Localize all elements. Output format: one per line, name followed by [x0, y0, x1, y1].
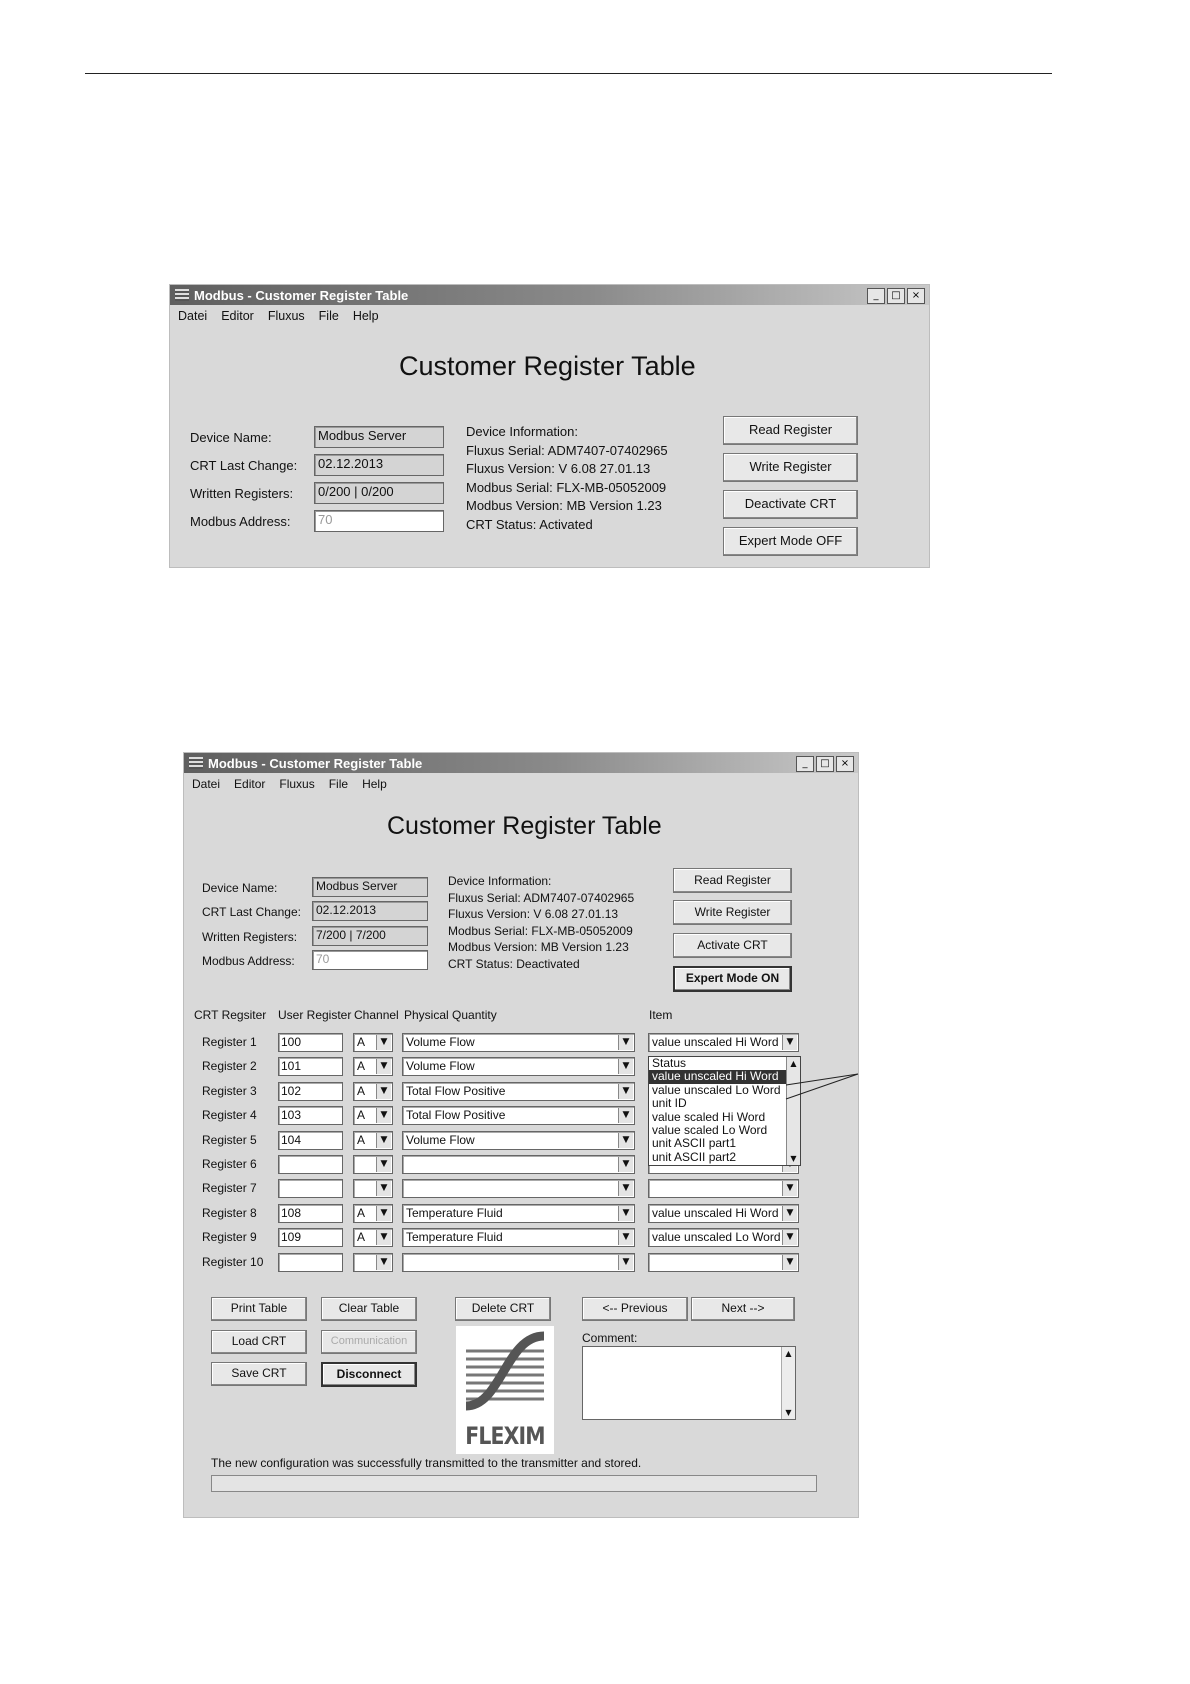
- communication-button[interactable]: Communication: [321, 1330, 417, 1354]
- register-label: Register 1: [202, 1035, 257, 1049]
- modbus-address-label: Modbus Address:: [202, 954, 295, 968]
- menu-fluxus[interactable]: Fluxus: [267, 309, 305, 323]
- write-register-button[interactable]: Write Register: [723, 453, 858, 482]
- register-label: Register 7: [202, 1181, 257, 1196]
- menu-bar: [178, 309, 379, 323]
- modbus-address-field[interactable]: 70: [314, 510, 444, 532]
- close-icon[interactable]: ×: [907, 288, 925, 304]
- channel-select[interactable]: [353, 1204, 393, 1223]
- item-value: value unscaled Hi Word: [652, 1035, 779, 1049]
- menu-help[interactable]: Help: [352, 309, 379, 323]
- scroll-up-icon[interactable]: ▲: [785, 1349, 792, 1358]
- page-header-rule: [85, 73, 1052, 74]
- channel-value: A: [357, 1205, 366, 1220]
- device-name-field: Modbus Server: [314, 426, 444, 448]
- channel-value: A: [357, 1132, 366, 1147]
- device-information: [466, 423, 668, 534]
- physical-quantity-select[interactable]: [402, 1228, 635, 1247]
- device-name-field: Modbus Server: [312, 877, 428, 897]
- physical-quantity-value: Volume Flow: [406, 1132, 475, 1147]
- info-modbus-serial: Modbus Serial: FLX-MB-05052009: [448, 923, 633, 938]
- col-channel: Channel: [354, 1008, 399, 1022]
- register-label: Register 3: [202, 1083, 257, 1098]
- chevron-down-icon[interactable]: ▼: [618, 1255, 633, 1270]
- register-label: Register 6: [202, 1157, 257, 1171]
- item-value: value unscaled Hi Word: [652, 1205, 779, 1220]
- expert-mode-button[interactable]: Expert Mode OFF: [723, 527, 858, 556]
- chevron-down-icon[interactable]: ▼: [618, 1035, 633, 1050]
- chevron-down-icon[interactable]: ▼: [618, 1133, 633, 1148]
- chevron-down-icon[interactable]: ▼: [376, 1084, 391, 1099]
- user-register-input[interactable]: [278, 1253, 343, 1272]
- info-modbus-version: Modbus Version: MB Version 1.23: [466, 498, 662, 513]
- chevron-down-icon[interactable]: ▼: [618, 1206, 633, 1221]
- app-icon: [175, 289, 189, 301]
- item-select[interactable]: [648, 1228, 799, 1247]
- channel-value: A: [357, 1230, 366, 1245]
- written-registers-label: Written Registers:: [190, 486, 294, 501]
- activate-crt-button[interactable]: Activate CRT: [673, 933, 792, 958]
- menu-editor[interactable]: Editor: [221, 309, 254, 323]
- chevron-down-icon[interactable]: ▼: [782, 1255, 797, 1270]
- chevron-down-icon[interactable]: ▼: [618, 1108, 633, 1123]
- chevron-down-icon[interactable]: ▼: [618, 1157, 633, 1172]
- chevron-down-icon[interactable]: ▼: [376, 1108, 391, 1123]
- info-crt-status: CRT Status: Activated: [466, 516, 593, 532]
- user-register-input[interactable]: [278, 1179, 343, 1198]
- channel-value: A: [357, 1059, 366, 1074]
- scroll-down-icon[interactable]: ▼: [790, 1154, 797, 1163]
- register-label: Register 5: [202, 1132, 257, 1147]
- dropdown-option[interactable]: value unscaled Lo Word: [652, 1082, 781, 1097]
- channel-select[interactable]: [353, 1106, 393, 1125]
- deactivate-crt-button[interactable]: Deactivate CRT: [723, 490, 858, 519]
- chevron-down-icon[interactable]: ▼: [376, 1157, 391, 1172]
- flexim-logo-mark: [456, 1326, 554, 1426]
- physical-quantity-select[interactable]: [402, 1033, 635, 1052]
- channel-value: A: [357, 1035, 366, 1049]
- physical-quantity-value: Volume Flow: [406, 1035, 475, 1049]
- item-select[interactable]: [648, 1204, 799, 1223]
- dropdown-option[interactable]: value scaled Lo Word: [652, 1122, 768, 1137]
- device-information: [448, 873, 634, 972]
- physical-quantity-value: Temperature Fluid: [406, 1205, 503, 1220]
- menu-datei[interactable]: Datei: [192, 777, 221, 791]
- menu-help[interactable]: Help: [362, 777, 387, 791]
- read-register-button[interactable]: Read Register: [673, 868, 792, 893]
- user-register-input[interactable]: [278, 1155, 343, 1174]
- progress-bar: [211, 1475, 817, 1492]
- info-heading: Device Information:: [466, 424, 578, 439]
- dropdown-option[interactable]: Status: [652, 1056, 687, 1070]
- info-fluxus-serial: Fluxus Serial: ADM7407-07402965: [466, 442, 668, 458]
- chevron-down-icon[interactable]: ▼: [376, 1230, 391, 1245]
- print-table-button[interactable]: Print Table: [211, 1297, 307, 1321]
- info-heading: Device Information:: [448, 874, 552, 888]
- written-registers-field: 7/200 | 7/200: [312, 926, 428, 946]
- item-select[interactable]: [648, 1253, 799, 1272]
- user-register-input[interactable]: 100: [278, 1033, 343, 1052]
- menu-editor[interactable]: Editor: [234, 777, 266, 791]
- previous-button[interactable]: <-- Previous: [582, 1297, 688, 1321]
- col-item: Item: [649, 1008, 673, 1022]
- physical-quantity-select[interactable]: [402, 1204, 635, 1223]
- disconnect-button[interactable]: Disconnect: [321, 1362, 417, 1387]
- register-label: Register 4: [202, 1108, 257, 1123]
- dropdown-option[interactable]: unit ID: [652, 1096, 687, 1111]
- page-title: Customer Register Table: [387, 812, 662, 840]
- chevron-down-icon[interactable]: ▼: [618, 1059, 633, 1074]
- user-register-input[interactable]: 103: [278, 1106, 343, 1125]
- window-title: Modbus - Customer Register Table: [194, 288, 409, 303]
- load-crt-button[interactable]: Load CRT: [211, 1330, 307, 1354]
- chevron-down-icon[interactable]: ▼: [782, 1181, 797, 1196]
- channel-value: A: [357, 1108, 366, 1123]
- close-icon[interactable]: ×: [836, 756, 854, 772]
- physical-quantity-select[interactable]: [402, 1155, 635, 1174]
- minimize-icon[interactable]: _: [796, 756, 814, 772]
- comment-textarea[interactable]: [582, 1346, 796, 1420]
- user-register-input[interactable]: 101: [278, 1057, 343, 1076]
- window-title: Modbus - Customer Register Table: [208, 756, 423, 771]
- user-register-input[interactable]: 108: [278, 1204, 343, 1223]
- logo-text: FLEXIM: [465, 1422, 545, 1450]
- status-message: The new configuration was successfully transmitted to the transmitter and stored.: [211, 1456, 642, 1470]
- channel-select[interactable]: [353, 1253, 393, 1272]
- info-fluxus-serial: Fluxus Serial: ADM7407-07402965: [448, 890, 635, 905]
- physical-quantity-select[interactable]: [402, 1106, 635, 1125]
- menu-fluxus[interactable]: Fluxus: [279, 777, 315, 791]
- register-label: Register 2: [202, 1059, 257, 1074]
- minimize-icon[interactable]: _: [867, 288, 885, 304]
- device-name-label: Device Name:: [202, 881, 278, 895]
- chevron-down-icon[interactable]: ▼: [376, 1206, 391, 1221]
- crt-last-change-label: CRT Last Change:: [190, 458, 298, 473]
- modbus-address-field[interactable]: 70: [312, 950, 428, 970]
- col-user-register: User Register: [278, 1008, 352, 1022]
- scroll-down-icon[interactable]: ▼: [785, 1408, 792, 1417]
- item-select[interactable]: [648, 1179, 799, 1198]
- channel-select[interactable]: [353, 1057, 393, 1076]
- page-title: Customer Register Table: [399, 351, 696, 381]
- device-name-label: Device Name:: [190, 430, 272, 445]
- chevron-down-icon[interactable]: ▼: [376, 1255, 391, 1270]
- chevron-down-icon[interactable]: ▼: [618, 1084, 633, 1099]
- chevron-down-icon[interactable]: ▼: [618, 1181, 633, 1196]
- delete-crt-button[interactable]: Delete CRT: [455, 1297, 551, 1321]
- chevron-down-icon[interactable]: ▼: [782, 1230, 797, 1245]
- dropdown-option[interactable]: value unscaled Hi Word: [649, 1070, 786, 1083]
- info-crt-status: CRT Status: Deactivated: [448, 956, 580, 971]
- register-label: Register 9: [202, 1230, 257, 1245]
- crt-last-change-field: 02.12.2013: [314, 454, 444, 476]
- register-label: Register 10: [202, 1254, 264, 1269]
- info-fluxus-version: Fluxus Version: V 6.08 27.01.13: [466, 461, 651, 476]
- physical-quantity-value: Volume Flow: [406, 1059, 475, 1074]
- channel-select[interactable]: [353, 1131, 393, 1150]
- physical-quantity-select[interactable]: [402, 1082, 635, 1101]
- channel-select[interactable]: [353, 1179, 393, 1198]
- physical-quantity-value: Total Flow Positive: [406, 1108, 506, 1123]
- maximize-icon[interactable]: □: [816, 756, 834, 772]
- item-select[interactable]: [648, 1033, 799, 1052]
- written-registers-label: Written Registers:: [202, 930, 298, 944]
- physical-quantity-select[interactable]: [402, 1253, 635, 1272]
- menu-file[interactable]: File: [318, 309, 339, 323]
- physical-quantity-value: Total Flow Positive: [406, 1083, 506, 1098]
- chevron-down-icon[interactable]: ▼: [376, 1181, 391, 1196]
- crt-window-collapsed: [169, 284, 930, 568]
- physical-quantity-select[interactable]: [402, 1179, 635, 1198]
- comment-scrollbar[interactable]: [781, 1347, 795, 1419]
- maximize-icon[interactable]: □: [887, 288, 905, 304]
- user-register-input[interactable]: 109: [278, 1228, 343, 1247]
- item-value: value unscaled Lo Word: [652, 1230, 781, 1245]
- register-label: Register 8: [202, 1205, 257, 1220]
- channel-select[interactable]: [353, 1155, 393, 1174]
- physical-quantity-value: Temperature Fluid: [406, 1230, 503, 1245]
- item-dropdown-list[interactable]: [648, 1056, 801, 1166]
- crt-window-expanded: [183, 752, 859, 1518]
- dropdown-option[interactable]: unit ASCII part1: [652, 1136, 737, 1151]
- modbus-address-label: Modbus Address:: [190, 514, 291, 529]
- chevron-down-icon[interactable]: ▼: [782, 1035, 797, 1050]
- chevron-down-icon[interactable]: ▼: [376, 1133, 391, 1148]
- read-register-button[interactable]: Read Register: [723, 416, 858, 445]
- user-register-input[interactable]: 104: [278, 1131, 343, 1150]
- physical-quantity-select[interactable]: [402, 1131, 635, 1150]
- crt-last-change-label: CRT Last Change:: [202, 905, 301, 919]
- dropdown-option[interactable]: unit ASCII part2: [652, 1149, 737, 1164]
- crt-last-change-field: 02.12.2013: [312, 901, 428, 921]
- chevron-down-icon[interactable]: ▼: [376, 1059, 391, 1074]
- next-button[interactable]: Next -->: [691, 1297, 795, 1321]
- app-icon: [189, 757, 203, 769]
- info-modbus-version: Modbus Version: MB Version 1.23: [448, 940, 629, 954]
- menu-datei[interactable]: Datei: [178, 309, 208, 323]
- scroll-up-icon[interactable]: ▲: [790, 1059, 797, 1068]
- expert-mode-button[interactable]: Expert Mode ON: [673, 966, 792, 992]
- channel-value: A: [357, 1083, 366, 1098]
- channel-select[interactable]: [353, 1228, 393, 1247]
- col-crt-register: CRT Regsiter: [194, 1008, 267, 1022]
- write-register-button[interactable]: Write Register: [673, 900, 792, 925]
- clear-table-button[interactable]: Clear Table: [321, 1297, 417, 1321]
- channel-select[interactable]: [353, 1082, 393, 1101]
- title-bar[interactable]: [170, 285, 929, 305]
- chevron-down-icon[interactable]: ▼: [376, 1035, 391, 1050]
- info-modbus-serial: Modbus Serial: FLX-MB-05052009: [466, 479, 667, 495]
- flexim-logo: [456, 1326, 554, 1454]
- chevron-down-icon[interactable]: ▼: [782, 1206, 797, 1221]
- dropdown-option[interactable]: value scaled Hi Word: [652, 1109, 766, 1124]
- chevron-down-icon[interactable]: ▼: [618, 1230, 633, 1245]
- user-register-input[interactable]: 102: [278, 1082, 343, 1101]
- save-crt-button[interactable]: Save CRT: [211, 1362, 307, 1386]
- menu-file[interactable]: File: [328, 777, 349, 791]
- comment-label: Comment:: [582, 1331, 638, 1345]
- callout-lines: [784, 1073, 864, 1113]
- physical-quantity-select[interactable]: [402, 1057, 635, 1076]
- written-registers-field: 0/200 | 0/200: [314, 482, 444, 504]
- info-fluxus-version: Fluxus Version: V 6.08 27.01.13: [448, 907, 619, 921]
- menu-bar: [192, 777, 387, 791]
- title-bar[interactable]: [184, 753, 858, 773]
- col-physical-quantity: Physical Quantity: [404, 1008, 497, 1022]
- channel-select[interactable]: [353, 1033, 393, 1052]
